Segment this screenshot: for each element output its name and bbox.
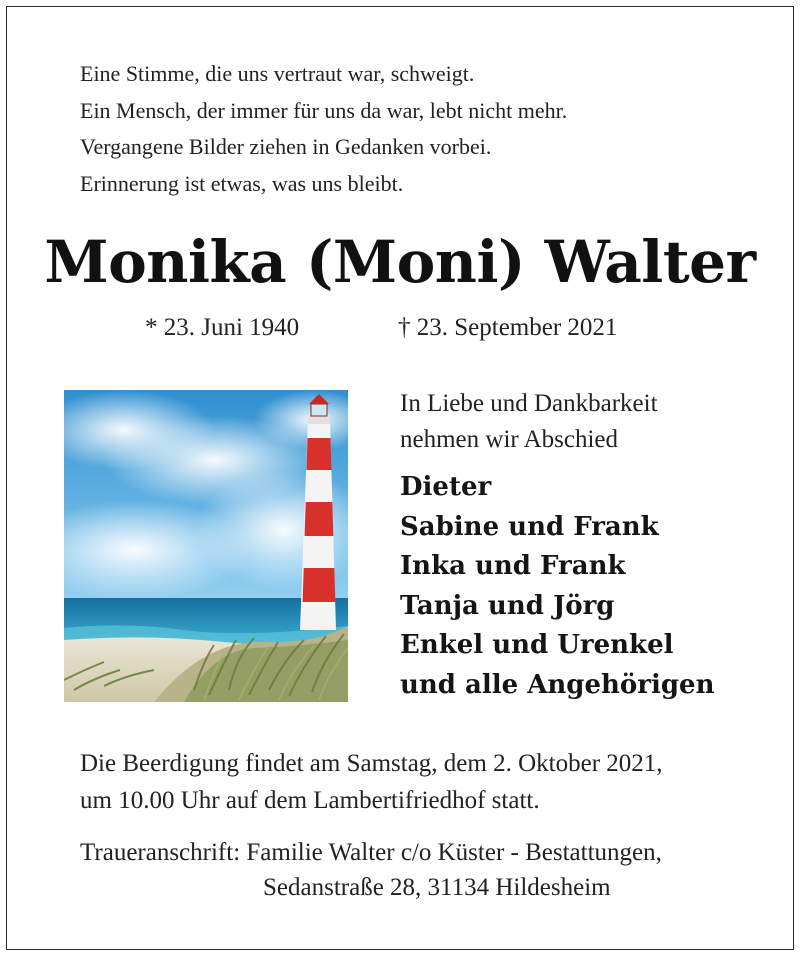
- funeral-info: [80, 745, 663, 819]
- farewell-text: [400, 386, 658, 458]
- poem-line: Ein Mensch, der immer für uns da war, lebt nicht mehr.: [80, 97, 568, 123]
- mourner-name: Enkel und Urenkel: [400, 630, 674, 661]
- mourner-name: Inka und Frank: [400, 551, 626, 582]
- farewell-line: In Liebe und Dankbarkeit: [400, 390, 658, 417]
- address-line: Traueranschrift: Familie Walter c/o Küster - Bestattungen,: [80, 839, 662, 866]
- funeral-line: Die Beerdigung findet am Samstag, dem 2. Oktober 2021,: [80, 750, 663, 777]
- mourning-address: [80, 835, 662, 905]
- farewell-line: nehmen wir Abschied: [400, 426, 619, 453]
- poem: [80, 56, 567, 202]
- poem-line: Eine Stimme, die uns vertraut war, schweigt.: [80, 61, 475, 86]
- mourner-name: Sabine und Frank: [400, 511, 659, 542]
- mourners-list: [400, 468, 714, 706]
- death-date: † 23. September 2021: [398, 314, 618, 341]
- poem-line: Erinnerung ist etwas, was uns bleibt.: [80, 170, 404, 196]
- mourner-name: Dieter: [400, 472, 492, 502]
- lighthouse-painting-icon: [64, 390, 348, 702]
- mourner-name: Tanja und Jörg: [400, 590, 615, 621]
- address-line: Sedanstraße 28, 31134 Hildesheim: [263, 874, 611, 901]
- deceased-name: Monika (Moni) Walter: [44, 228, 756, 296]
- mourner-name: und alle Angehörigen: [400, 669, 715, 700]
- birth-date: * 23. Juni 1940: [145, 314, 300, 341]
- funeral-line: um 10.00 Uhr auf dem Lambertifriedhof statt.: [80, 787, 540, 814]
- poem-line: Vergangene Bilder ziehen in Gedanken vorbei.: [80, 134, 492, 159]
